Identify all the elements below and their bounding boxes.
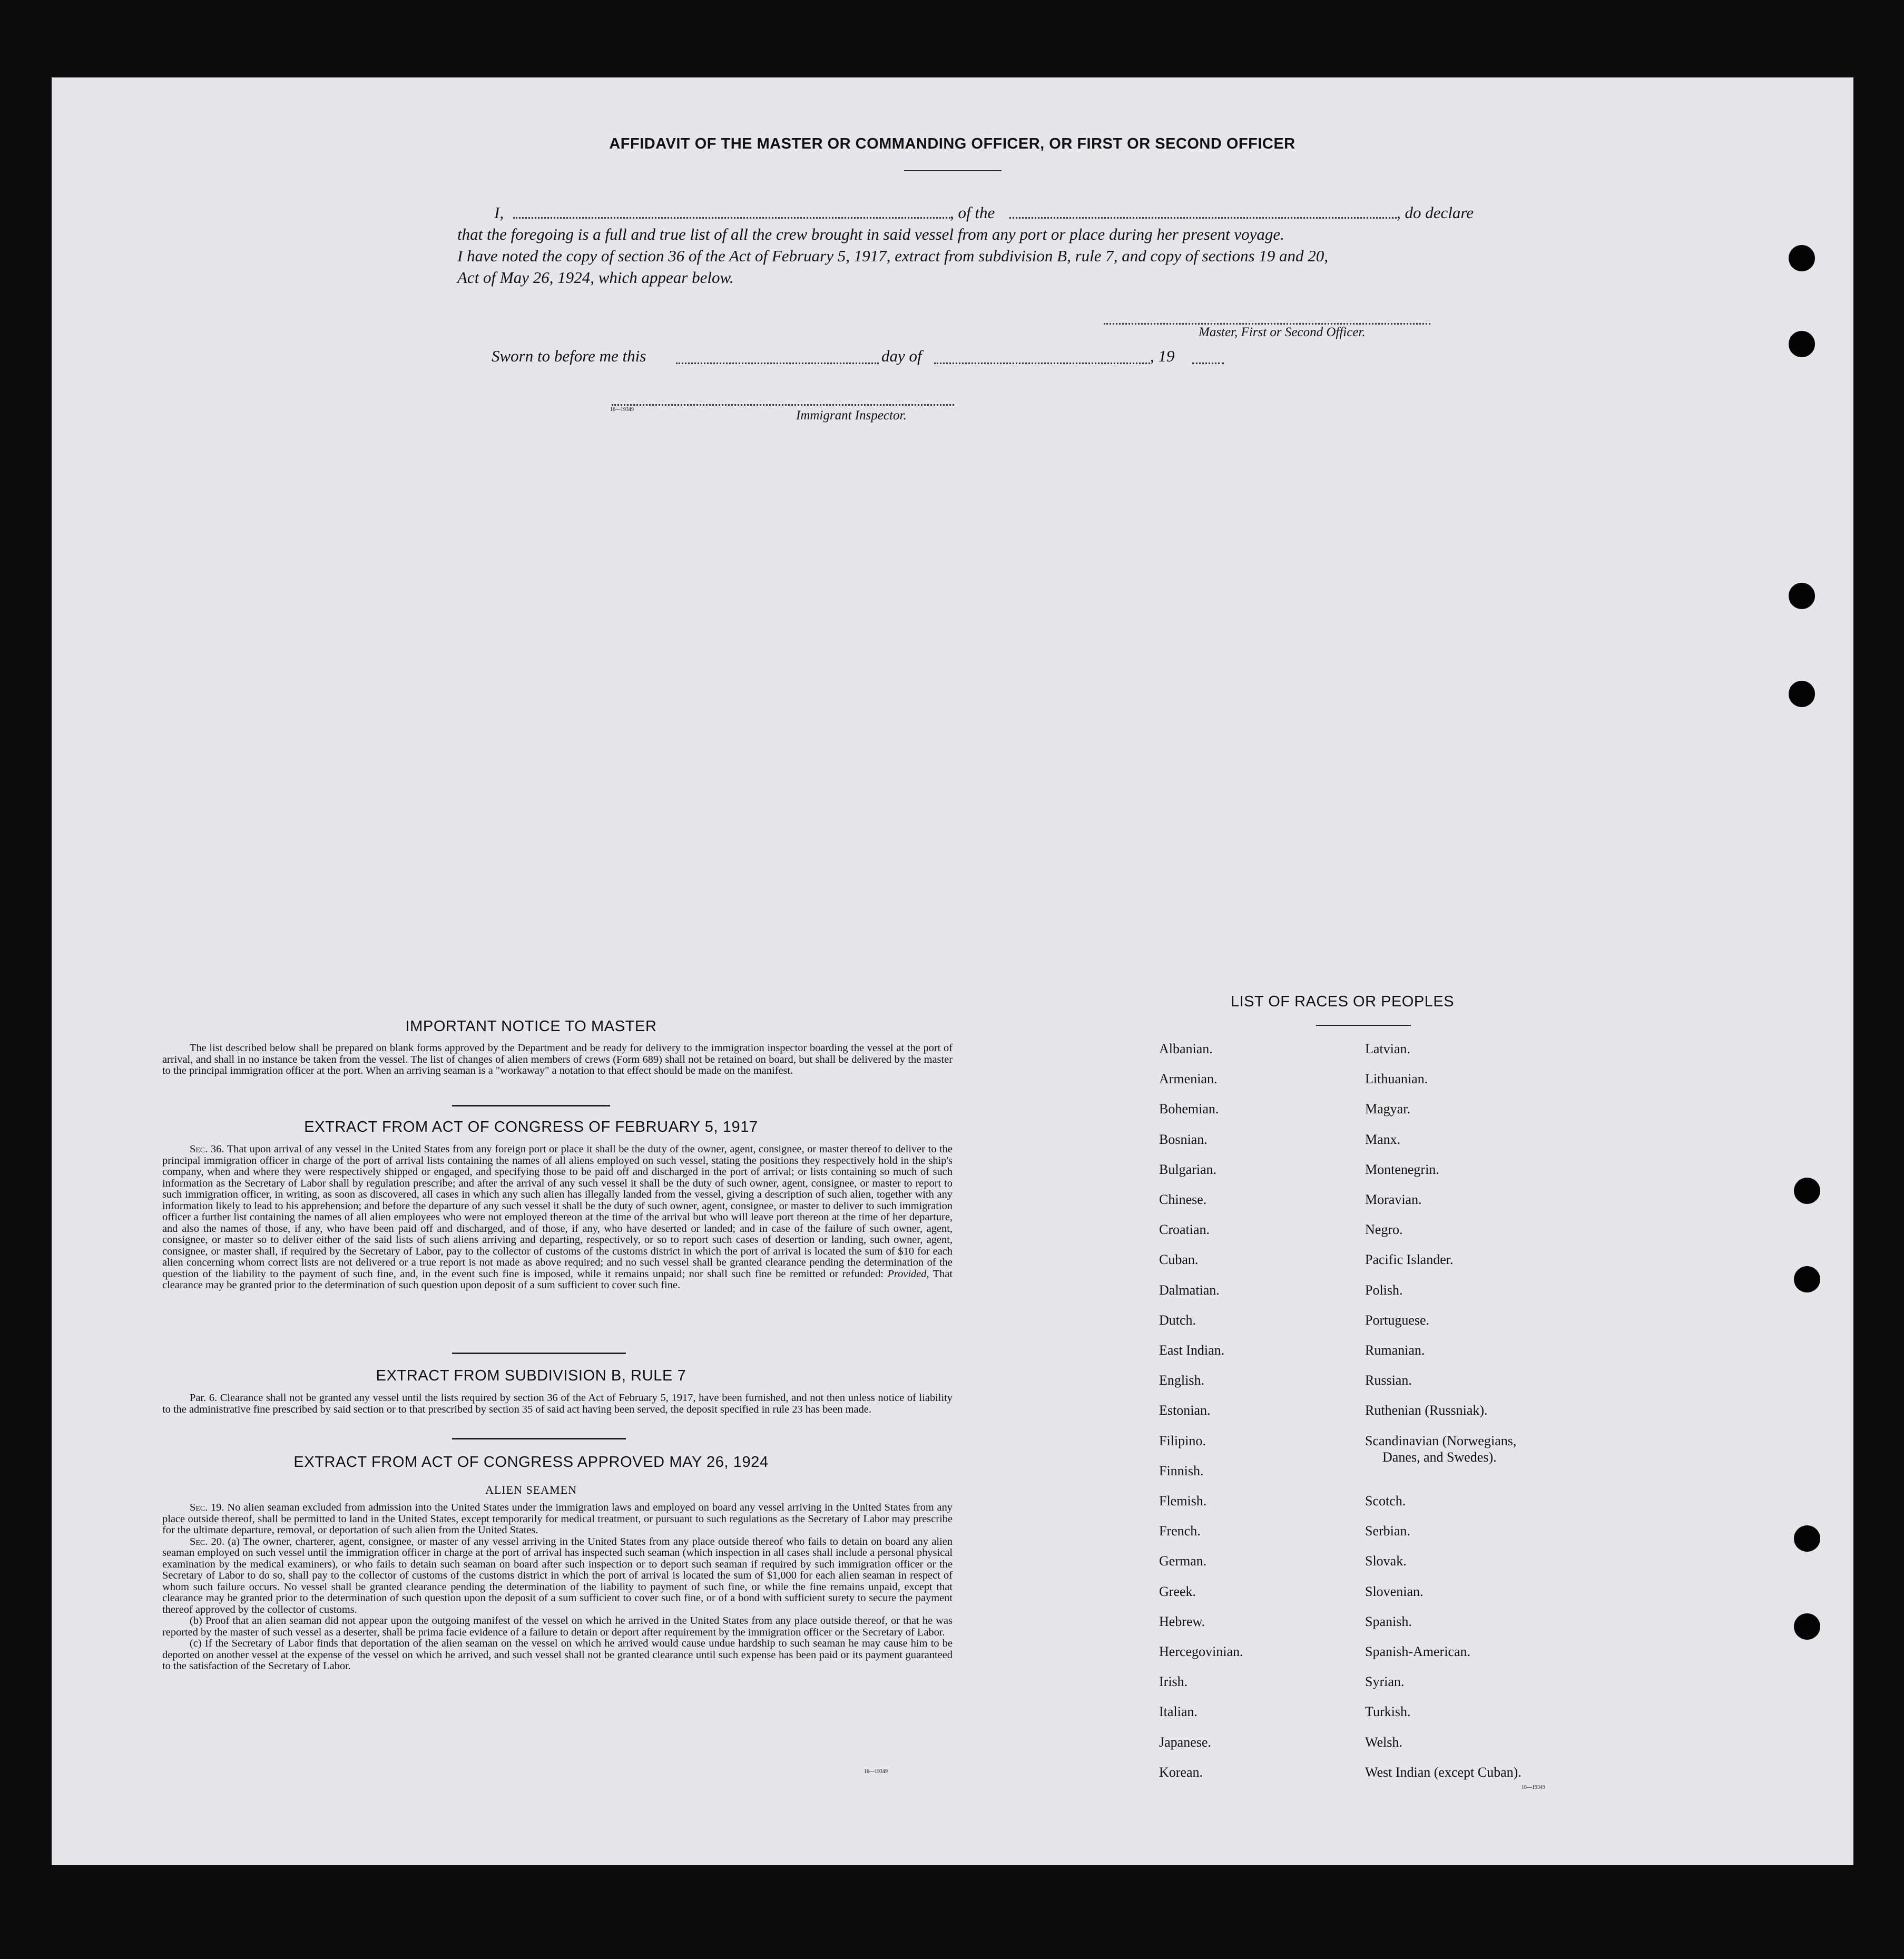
race-item: Croatian. xyxy=(1159,1222,1210,1238)
sec36-label: Sec. 36. xyxy=(190,1143,224,1155)
sworn-year-field[interactable] xyxy=(1192,363,1224,364)
affidavit-title: AFFIDAVIT OF THE MASTER OR COMMANDING OFFICER, OR FIRST OR SECOND OFFICER xyxy=(609,135,1295,152)
race-item: Dutch. xyxy=(1159,1312,1196,1328)
provided-term: Provided, xyxy=(887,1268,929,1280)
sworn-day-label: day of xyxy=(881,347,922,365)
sec20a-text: (a) The owner, charterer, agent, consignee, or master of any vessel arriving in the United States from any place outside thereof who fails to detain on board any alien seaman employed on such vessel until the immigration officer in charge at the port of arrival has inspected such seaman (which inspection in all cases shall include a personal physical examination by the medical examiners), or who fails to detain such seaman on board after such inspection or to deport such seaman if required by such immigration officer or the Secretary of Labor to do so, shall pay to the collector of customs of the customs district in which the port of arrival is located the sum of $1,000 for each alien seaman in respect of whom such failure occurs. No vessel shall be granted clearance pending the determination of the liability to payment of such fine, or while the fine remains unpaid, except that clearance may be granted prior to the determination of such question upon the deposit of a sum sufficient to cover such fine, or of a bond with sufficient surety to secure the payment thereof approved by the collector of customs. xyxy=(162,1535,953,1615)
race-item: Welsh. xyxy=(1365,1734,1402,1750)
declarant-name-field[interactable] xyxy=(513,217,950,219)
race-item: Ruthenian (Russniak). xyxy=(1365,1403,1488,1418)
race-item: Flemish. xyxy=(1159,1493,1207,1509)
race-item: West Indian (except Cuban). xyxy=(1365,1764,1522,1780)
sworn-year-label: , 19 xyxy=(1150,347,1175,365)
race-item: Armenian. xyxy=(1159,1071,1218,1087)
race-item: Dalmatian. xyxy=(1159,1282,1220,1298)
race-item: Filipino. xyxy=(1159,1433,1206,1448)
races-divider xyxy=(1316,1025,1411,1026)
affidavit-line1-end: , do declare xyxy=(1397,203,1474,222)
rule7-paragraph: Par. 6. Clearance shall not be granted any vessel until the lists required by section 36 of the Act of February 5, 1917, have been furnished, and not then unless notice of liability to the administrative fine prescribed by said section or to that prescribed by section 35 of said act having been served, the deposit specified in rule 23 has been made. xyxy=(162,1392,953,1415)
affidavit-line4: Act of May 26, 1924, which appear below. xyxy=(457,268,734,287)
affidavit-line1-start: I, xyxy=(494,203,504,222)
race-item: Lithuanian. xyxy=(1365,1071,1428,1087)
race-item: Syrian. xyxy=(1365,1674,1405,1690)
binder-hole xyxy=(1789,331,1815,357)
form-page xyxy=(52,77,1853,1865)
sec36-text: That upon arrival of any vessel in the United States from any foreign port or place it shall be the duty of the owner, agent, consignee, or master thereof to deliver to the principal immigration officer in charge of the port of arrival lists containing the names of all aliens employed on such vessel, stating the positions they respectively hold in the ship's company, when and where they were respectively shipped or engaged, and specifying those to be paid off and discharged in the port of arrival; or lists containing so much of such information as the Secretary of Labor shall by regulation prescribe; and after the arrival of any such vessel it shall be the duty of such owner, agent, consignee, or master to report to such immigration officer, in writing, as soon as discovered, all cases in which any such alien has illegally landed from the vessel, giving a description of such alien, together with any information likely to lead to his apprehension; and before the departure of any such vessel it shall be the duty of such owner, agent, consignee, or master to deliver to such immigration officer a further list containing the names of all alien employees who were not employed thereon at the time of the arrival but who will leave port thereon at the time of her departure, and also the names of those, if any, who have been paid off and discharged, and of those, if any, who have deserted or landed; and in case of the failure of such owner, agent, consignee, or master so to deliver either of the said lists of such aliens arriving and departing, respectively, or so to report such cases of desertion or landing, such owner, agent, consignee, or master shall, if required by the Secretary of Labor, pay to the collector of customs of the customs district in which the port of arrival is located the sum of $10 for each alien concerning whom correct lists are not delivered or a true report is not made as above required; and no such vessel shall be granted clearance pending the determination of the question of the liability to the payment of such fine, and, in the event such fine is imposed, while it remains unpaid; nor shall such fine be remitted or refunded: xyxy=(162,1143,953,1280)
notice-paragraph: The list described below shall be prepared on blank forms approved by the Department and be ready for delivery to the immigration inspector boarding the vessel at the port of arrival, and shall in no instance be taken from the vessel. The list of changes of alien members of crews (Form 689) shall not be retained on board, but shall be delivered by the master to the principal immigration officer at the port. When an arriving seaman is a "workaway" a notation to that effect should be made on the manifest. xyxy=(162,1042,953,1076)
race-item: Spanish. xyxy=(1365,1613,1412,1629)
binder-hole xyxy=(1794,1525,1820,1552)
notice-title: IMPORTANT NOTICE TO MASTER xyxy=(405,1018,657,1035)
sec20b-text: (b) Proof that an alien seaman did not appear upon the outgoing manifest of the vessel on which he arrived in the United States from any place outside thereof, or that he was reported by the master of such vessel as a deserter, shall be prima facie evidence of a failure to detain or deport after requirement by the immigration officer or the Secretary of Labor. xyxy=(162,1615,953,1638)
extract-rule7-divider xyxy=(452,1438,626,1439)
binder-hole xyxy=(1789,681,1815,707)
binder-hole xyxy=(1789,583,1815,609)
race-item: Turkish. xyxy=(1365,1704,1411,1720)
race-item: Korean. xyxy=(1159,1764,1203,1780)
extract-rule7-title: EXTRACT FROM SUBDIVISION B, RULE 7 xyxy=(376,1367,686,1384)
race-item: Hebrew. xyxy=(1159,1613,1205,1629)
race-item: Irish. xyxy=(1159,1674,1188,1690)
extract-1917-title: EXTRACT FROM ACT OF CONGRESS OF FEBRUARY 5, 1917 xyxy=(304,1119,758,1135)
inspector-signature-field[interactable] xyxy=(612,404,954,406)
extract-form-number: 16—19349 xyxy=(864,1769,888,1775)
race-item: Hercegovinian. xyxy=(1159,1644,1243,1659)
extract-1917-divider xyxy=(452,1353,626,1354)
race-item: Albanian. xyxy=(1159,1041,1213,1056)
extract-rule7-text xyxy=(162,1393,953,1415)
binder-hole xyxy=(1794,1613,1820,1640)
race-item: Cuban. xyxy=(1159,1252,1199,1268)
signature-field[interactable] xyxy=(1104,323,1430,325)
race-item: Scotch. xyxy=(1365,1493,1406,1509)
race-item: Negro. xyxy=(1365,1222,1403,1238)
race-item: German. xyxy=(1159,1553,1207,1569)
race-item: Magyar. xyxy=(1365,1101,1410,1117)
sec36-text-end: That clearance may be granted prior to the determination of such question upon deposit of a sum sufficient to cover such fine. xyxy=(162,1268,953,1291)
race-item: Portuguese. xyxy=(1365,1312,1430,1328)
race-item: Latvian. xyxy=(1365,1041,1410,1056)
race-item: Bulgarian. xyxy=(1159,1161,1217,1177)
race-item: Japanese. xyxy=(1159,1734,1211,1750)
race-item: Chinese. xyxy=(1159,1192,1207,1207)
affidavit-line2: that the foregoing is a full and true list of all the crew brought in said vessel from any port or place during her present voyage. xyxy=(457,225,1284,243)
sworn-label: Sworn to before me this xyxy=(492,347,646,365)
notice-text xyxy=(162,1043,953,1077)
race-item: Bohemian. xyxy=(1159,1101,1219,1117)
sec19-label: Sec. 19. xyxy=(190,1502,224,1513)
sec20-label: Sec. 20. xyxy=(190,1535,225,1547)
extract-1924-title: EXTRACT FROM ACT OF CONGRESS APPROVED MAY 26, 1924 xyxy=(293,1454,769,1471)
binder-hole xyxy=(1794,1178,1820,1204)
notice-divider xyxy=(452,1105,610,1106)
race-item: Moravian. xyxy=(1365,1192,1422,1207)
sec19-text: No alien seaman excluded from admission into the United States under the immigration laws and employed on board any vessel arriving in the United States from any place outside thereof, shall be permitted to land in the United States, except temporarily for medical treatment, or pursuant to such regulations as the Secretary of Labor may prescribe for the ultimate departure, removal, or deportation of such alien from the United States. xyxy=(162,1502,953,1536)
race-item: Bosnian. xyxy=(1159,1131,1208,1147)
binder-hole xyxy=(1789,245,1815,271)
race-item: Greek. xyxy=(1159,1583,1196,1599)
race-item-continuation: Danes, and Swedes). xyxy=(1382,1449,1497,1465)
binder-hole xyxy=(1794,1266,1820,1292)
signature-label: Master, First or Second Officer. xyxy=(1199,325,1366,339)
sec20c-text: (c) If the Secretary of Labor finds that deportation of the alien seaman on the vessel on which he arrived would cause undue hardship to such seaman he may cause him to be deported on another vessel at the expense of the vessel on which he arrived, and such vessel shall not be granted clearance until such expense has been paid or its payment guaranteed to the satisfaction of the Secretary of Labor. xyxy=(162,1638,953,1672)
sworn-day-field[interactable] xyxy=(676,363,879,364)
affidavit-line3: I have noted the copy of section 36 of the Act of February 5, 1917, extract from subdivision B, rule 7, and copy of sections 19 and 20, xyxy=(457,247,1329,265)
inspector-label: Immigrant Inspector. xyxy=(796,408,907,423)
race-item: Italian. xyxy=(1159,1704,1198,1720)
race-item: Polish. xyxy=(1365,1282,1403,1298)
extract-1924-text xyxy=(162,1502,953,1672)
race-item: Slovak. xyxy=(1365,1553,1407,1569)
race-item: Finnish. xyxy=(1159,1463,1204,1478)
race-item: Estonian. xyxy=(1159,1403,1211,1418)
races-form-number: 16—19349 xyxy=(1522,1785,1545,1790)
race-item: French. xyxy=(1159,1523,1201,1539)
race-item: Slovenian. xyxy=(1365,1583,1424,1599)
races-title: LIST OF RACES OR PEOPLES xyxy=(1230,993,1455,1010)
vessel-name-field[interactable] xyxy=(1009,217,1397,219)
sworn-month-field[interactable] xyxy=(934,363,1150,364)
race-item: Spanish-American. xyxy=(1365,1644,1471,1659)
race-item: Serbian. xyxy=(1365,1523,1410,1539)
race-item: Rumanian. xyxy=(1365,1343,1425,1358)
alien-seamen-subtitle: ALIEN SEAMEN xyxy=(485,1483,577,1496)
race-item: Manx. xyxy=(1365,1131,1401,1147)
extract-1917-text xyxy=(162,1144,953,1291)
affidavit-form-number: 16—19349 xyxy=(610,407,634,413)
race-item: Pacific Islander. xyxy=(1365,1252,1454,1268)
race-item: East Indian. xyxy=(1159,1343,1225,1358)
race-item: English. xyxy=(1159,1373,1204,1388)
race-item: Montenegrin. xyxy=(1365,1161,1439,1177)
race-item: Scandinavian (Norwegians, xyxy=(1365,1433,1517,1448)
race-item: Russian. xyxy=(1365,1373,1412,1388)
title-divider xyxy=(904,170,1002,171)
affidavit-line1-mid: , of the xyxy=(950,203,995,222)
